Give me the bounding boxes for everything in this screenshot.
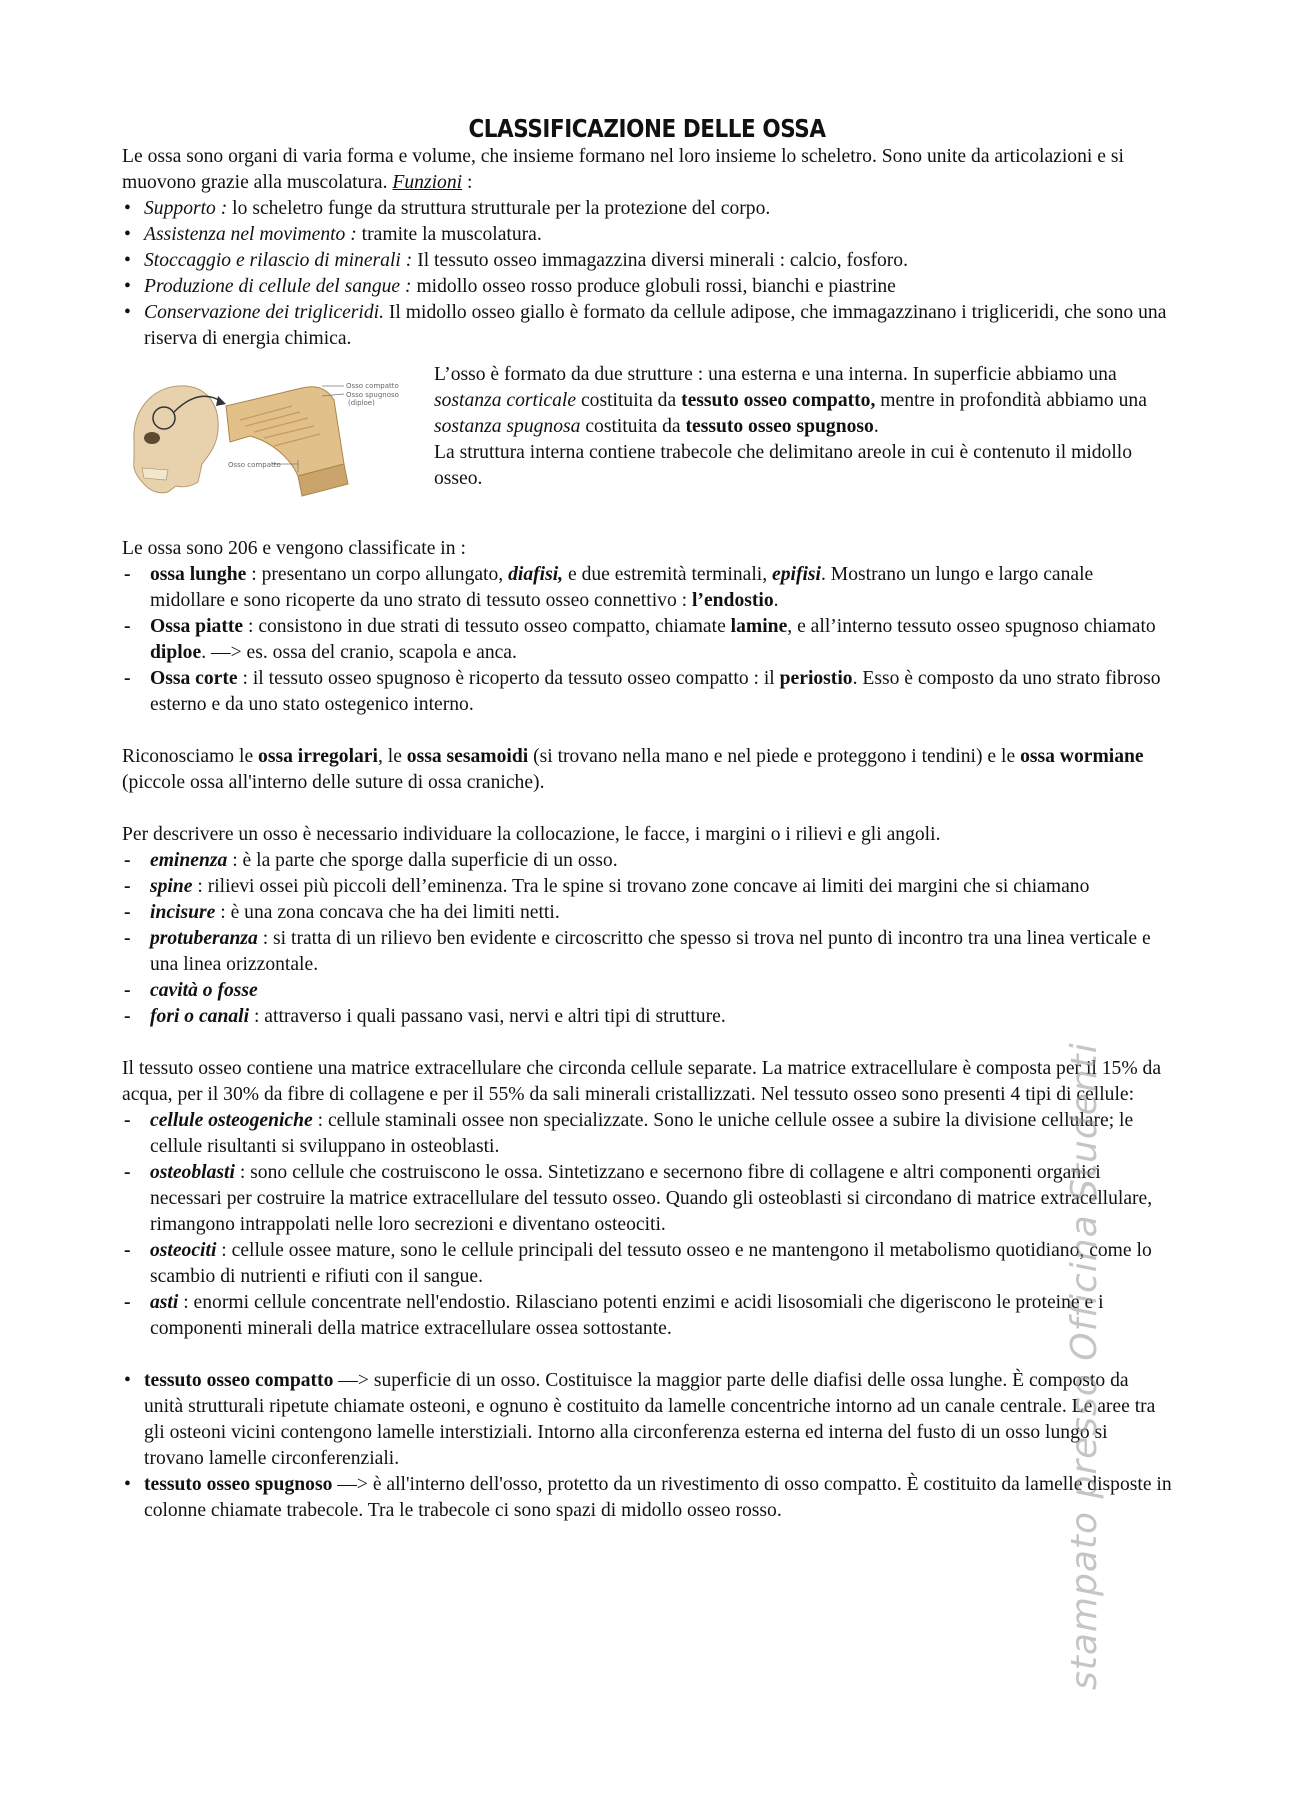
list-item (122, 1004, 1172, 1030)
other-bones-paragraph (122, 744, 1172, 796)
feature-text: : è la parte che sporge dalla superficie di un osso. (227, 850, 618, 871)
function-text: lo scheletro funge da struttura strutturale per la protezione del corpo. (227, 198, 771, 219)
text-run: Riconosciamo le (122, 746, 259, 767)
list-item (122, 1108, 1172, 1160)
list-item (122, 926, 1172, 978)
text-run: , le (377, 746, 407, 767)
cell-text: : cellule staminali ossee non specializzate. Sono le uniche cellule ossee a subire la divisione cellulare; le cellule risultanti si sviluppano in osteoblasti. (150, 1110, 1134, 1157)
text-run: mentre in profondità abbiamo una (875, 390, 1147, 411)
list-item (122, 874, 1172, 900)
function-term: Supporto : (144, 198, 228, 219)
list-item (122, 666, 1172, 718)
text-bold: ossa wormiane (1020, 746, 1144, 767)
classification-intro: Le ossa sono 206 e vengono classificate in : (122, 538, 466, 559)
text-run: costituita da (576, 390, 682, 411)
label-osso-compatto-bottom: Osso compatto (228, 461, 281, 469)
matrix-paragraph: Il tessuto osseo contiene una matrice extracellulare che circonda cellule separate. La matrice extracellulare è composta per il 15% da acqua, per il 30% da fibre di collagene e per il 55% da sali minerali cristallizzati. Nel tessuto osseo sono presenti 4 tipi di cellule: (122, 1058, 1162, 1105)
function-text: Il tessuto osseo immagazzina diversi minerali : calcio, fosforo. (412, 250, 908, 271)
spacer (122, 718, 1172, 744)
spacer (122, 796, 1172, 822)
tissue-term: tessuto osseo spugnoso (144, 1474, 333, 1495)
text-bold: tessuto osseo compatto, (681, 390, 876, 411)
text-run: L’osso è formato da due strutture : una esterna e una interna. In superficie abbiamo una (434, 364, 1117, 385)
funzioni-colon: : (462, 172, 473, 193)
function-text: midollo osseo rosso produce globuli rossi, bianchi e piastrine (411, 276, 896, 297)
class-term: Ossa piatte (150, 616, 244, 637)
function-term: Assistenza nel movimento : (144, 224, 357, 245)
feature-text: : attraverso i quali passano vasi, nervi e altri tipi di strutture. (249, 1006, 726, 1027)
function-term: Produzione di cellule del sangue : (144, 276, 412, 297)
skull-bone-figure (122, 372, 412, 502)
cell-term: cellule osteogeniche (150, 1110, 313, 1131)
list-item (122, 300, 1172, 352)
intro-paragraph (122, 144, 1172, 196)
cell-term: asti (150, 1292, 179, 1313)
function-text: tramite la muscolatura. (356, 224, 542, 245)
feature-term: cavità o fosse (150, 980, 258, 1001)
text-bold: l’endostio (691, 590, 774, 611)
text-bold: ossa irregolari (258, 746, 378, 767)
features-list (122, 848, 1172, 1030)
intro-text: Le ossa sono organi di varia forma e volume, che insieme formano nel loro insieme lo scheletro. Sono unite da articolazioni e si muovono grazie alla muscolatura. (122, 146, 1124, 193)
list-item (122, 562, 1172, 614)
text-run: : presentano un corpo allungato, (246, 564, 509, 585)
spacer (122, 1342, 1172, 1368)
label-osso-spugnoso: Osso spugnoso (346, 391, 399, 399)
figure-arrow-head (216, 396, 226, 406)
class-term: ossa lunghe (150, 564, 247, 585)
skull-teeth (142, 468, 168, 480)
skull-eye-socket (144, 432, 160, 444)
list-item (122, 196, 1172, 222)
text-run: . (873, 416, 879, 437)
text-run: costituita da (580, 416, 686, 437)
feature-text: : si tratta di un rilievo ben evidente e circoscritto che spesso si trova nel punto di incontro tra una linea verticale e una linea orizzontale. (150, 928, 1151, 975)
list-item (122, 848, 1172, 874)
text-bold: ossa sesamoidi (406, 746, 529, 767)
document-content (122, 108, 1172, 1524)
classes-list (122, 562, 1172, 718)
text-run: : il tessuto osseo spugnoso è ricoperto da tessuto osseo compatto : il (237, 668, 780, 689)
tissue-term: tessuto osseo compatto (144, 1370, 334, 1391)
cells-list (122, 1108, 1172, 1342)
list-item (122, 248, 1172, 274)
label-diploe: (diploe) (348, 399, 375, 407)
text-run: . Esso è composto da uno strato fibroso esterno e da uno stato ostegenico interno. (150, 668, 1161, 715)
tissue-text: —> è all'interno dell'osso, protetto da un rivestimento di osso compatto. È costituito da lamelle disposte in colonne chiamate trabecole. Tra le trabecole ci sono spazi di midollo osseo rosso. (144, 1474, 1172, 1521)
tissues-list (122, 1368, 1172, 1524)
text-italic: sostanza corticale (434, 390, 577, 411)
spacer (122, 1030, 1172, 1056)
list-item (122, 1472, 1172, 1524)
structure-internal-text: La struttura interna contiene trabecole che delimitano areole in cui è contenuto il midollo osseo. (434, 442, 1133, 489)
feature-term: eminenza (150, 850, 228, 871)
structure-text (434, 362, 1174, 440)
text-run: . —> es. ossa del cranio, scapola e anca. (201, 642, 517, 663)
skull-bone-illustration (122, 372, 412, 502)
tissue-text: —> superficie di un osso. Costituisce la maggior parte delle diafisi delle ossa lunghe. È composto da unità strutturali ripetute chiamate osteoni, e ognuno è costituito da lamelle concentriche intorno ad un canale centrale. Le aree tra gli osteoni vicini contengono lamelle interstiziali. Intorno alla circonferenza esterna ed interna del fusto di un osso lungo si trovano lamelle circonferenziali. (144, 1370, 1156, 1469)
text-bold-italic: diafisi, (508, 564, 564, 585)
structure-section (122, 362, 1172, 536)
cell-text: : sono cellule che costruiscono le ossa. Sintetizzano e secernono fibre di collagene e altri componenti organici necessari per costruire la matrice extracellulare del tessuto osseo. Quando gli osteoblasti si circondano di matrice extracellulare, rimangono intrappolati nelle loro secrezioni e diventano osteociti. (150, 1162, 1153, 1235)
function-text: Il midollo osseo giallo è formato da cellule adipose, che immagazzinano i trigliceridi, che sono una riserva di energia chimica. (144, 302, 1167, 349)
feature-term: fori o canali (150, 1006, 250, 1027)
page-title: CLASSIFICAZIONE DELLE OSSA (468, 114, 826, 143)
text-run: (piccole ossa all'interno delle suture di ossa craniche). (122, 772, 545, 793)
functions-list (122, 196, 1172, 352)
feature-text: : rilievi ossei più piccoli dell’eminenza. Tra le spine si trovano zone concave ai limiti dei margini che si chiamano (192, 876, 1090, 897)
cell-text: : enormi cellule concentrate nell'endostio. Rilasciano potenti enzimi e acidi lisosomiali che digeriscono le proteine e i componenti minerali della matrice extracellulare ossea sottostante. (150, 1292, 1104, 1339)
feature-term: incisure (150, 902, 216, 923)
text-run: (si trovano nella mano e nel piede e proteggono i tendini) e le (528, 746, 1021, 767)
list-item (122, 900, 1172, 926)
cell-term: osteociti (150, 1240, 217, 1261)
list-item (122, 1290, 1172, 1342)
list-item (122, 222, 1172, 248)
text-bold: tessuto osseo spugnoso (685, 416, 874, 437)
text-run: e due estremità terminali, (563, 564, 773, 585)
text-italic: sostanza spugnosa (434, 416, 581, 437)
text-run: . Mostrano un lungo e largo canale midollare e sono ricoperte da uno strato di tessuto osseo connettivo : (150, 564, 1094, 611)
feature-text: : è una zona concava che ha dei limiti netti. (215, 902, 560, 923)
list-item (122, 978, 1172, 1004)
text-bold: diploe (150, 642, 202, 663)
list-item (122, 1368, 1172, 1472)
function-term: Stoccaggio e rilascio di minerali : (144, 250, 413, 271)
list-item (122, 1160, 1172, 1238)
class-term: Ossa corte (150, 668, 238, 689)
function-term: Conservazione dei trigliceridi. (144, 302, 384, 323)
list-item (122, 274, 1172, 300)
feature-term: spine (150, 876, 193, 897)
funzioni-label: Funzioni (392, 172, 463, 193)
list-item (122, 1238, 1172, 1290)
label-osso-compatto-top: Osso compatto (346, 382, 399, 390)
cell-term: osteoblasti (150, 1162, 235, 1183)
structure-paragraph (434, 362, 1174, 492)
text-bold: periostio (779, 668, 853, 689)
text-bold: lamine (730, 616, 788, 637)
cell-text: : cellule ossee mature, sono le cellule principali del tessuto osseo e ne mantengono il metabolismo quotidiano, come lo scambio di nutrienti e rifiuti con il sangue. (150, 1240, 1152, 1287)
describe-intro: Per descrivere un osso è necessario individuare la collocazione, le facce, i margini o i rilievi e gli angoli. (122, 824, 941, 845)
text-run: . (773, 590, 779, 611)
text-run: , e all’interno tessuto osseo spugnoso chiamato (787, 616, 1156, 637)
watermark: stampato presso Officina Studenti (1064, 1042, 1105, 1690)
text-run: : consistono in due strati di tessuto osseo compatto, chiamate (243, 616, 731, 637)
list-item (122, 614, 1172, 666)
feature-term: protuberanza (150, 928, 258, 949)
text-bold-italic: epifisi (772, 564, 821, 585)
